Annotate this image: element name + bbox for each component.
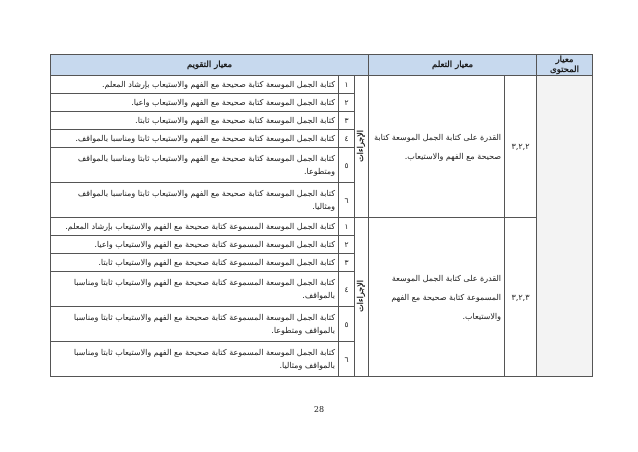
item-number: ٥ [339, 148, 355, 183]
item-number: ١ [339, 218, 355, 236]
procedures-label: الإجراءات [355, 280, 366, 312]
learning-standard-text: القدرة على كتابة الجمل الموسعة كتابة صحيحة مع الفهم والاستيعاب. [369, 76, 505, 218]
header-learning-standard: معيار التعلم [369, 55, 537, 76]
procedures-label-cell [355, 218, 369, 377]
assessment-item-text: كتابة الجمل الموسعة كتابة صحيحة مع الفهم والاستيعاب ثابتا. [51, 112, 339, 130]
assessment-item-text: كتابة الجمل الموسعة المسموعة كتابة صحيحة مع الفهم والاستيعاب بإرشاد المعلم. [51, 218, 339, 236]
assessment-item-text: كتابة الجمل الموسعة كتابة صحيحة مع الفهم والاستيعاب بإرشاد المعلم. [51, 76, 339, 94]
learning-code: ٣,٢,٢ [505, 76, 537, 218]
item-number: ٦ [339, 183, 355, 218]
learning-code: ٣,٢,٣ [505, 218, 537, 377]
item-number: ٢ [339, 236, 355, 254]
assessment-item-text: كتابة الجمل الموسعة المسموعة كتابة صحيحة مع الفهم والاستيعاب ثابتا ومناسبا بالمواقف. [51, 272, 339, 307]
item-number: ٣ [339, 112, 355, 130]
header-assessment-standard: معيار التقويم [51, 55, 369, 76]
learning-standard-text: القدرة على كتابة الجمل الموسعة المسموعة كتابة صحيحة مع الفهم والاستيعاب. [369, 218, 505, 377]
item-number: ٥ [339, 307, 355, 342]
assessment-item-text: كتابة الجمل الموسعة كتابة صحيحة مع الفهم والاستيعاب ثابتا ومناسبا بالمواقف. [51, 130, 339, 148]
page-number: 28 [313, 405, 325, 414]
header-content-standard: معيار المحتوى [537, 55, 593, 76]
procedures-label: الإجراءات [355, 129, 366, 162]
assessment-item-text: كتابة الجمل الموسعة المسموعة كتابة صحيحة مع الفهم والاستيعاب ثابتا ومناسبا بالمواقف ومثاليا. [51, 342, 339, 377]
procedures-label-cell [355, 76, 369, 218]
assessment-item-text: كتابة الجمل الموسعة كتابة صحيحة مع الفهم والاستيعاب ثابتا ومناسبا بالمواقف ومثاليا. [51, 183, 339, 218]
assessment-item-text: كتابة الجمل الموسعة كتابة صحيحة مع الفهم والاستيعاب واعيا. [51, 94, 339, 112]
assessment-item-text: كتابة الجمل الموسعة المسموعة كتابة صحيحة مع الفهم والاستيعاب واعيا. [51, 236, 339, 254]
item-number: ١ [339, 76, 355, 94]
assessment-item-text: كتابة الجمل الموسعة المسموعة كتابة صحيحة مع الفهم والاستيعاب ثابتا. [51, 254, 339, 272]
assessment-item-text: كتابة الجمل الموسعة كتابة صحيحة مع الفهم والاستيعاب ثابتا ومناسبا بالمواقف ومتطوعا. [51, 148, 339, 183]
assessment-item-text: كتابة الجمل الموسعة المسموعة كتابة صحيحة مع الفهم والاستيعاب ثابتا ومناسبا بالمواقف ومتطوعا. [51, 307, 339, 342]
item-number: ٦ [339, 342, 355, 377]
item-number: ٣ [339, 254, 355, 272]
standards-table [50, 54, 593, 377]
item-number: ٤ [339, 272, 355, 307]
item-number: ٤ [339, 130, 355, 148]
content-standard-cell [537, 76, 593, 377]
item-number: ٢ [339, 94, 355, 112]
